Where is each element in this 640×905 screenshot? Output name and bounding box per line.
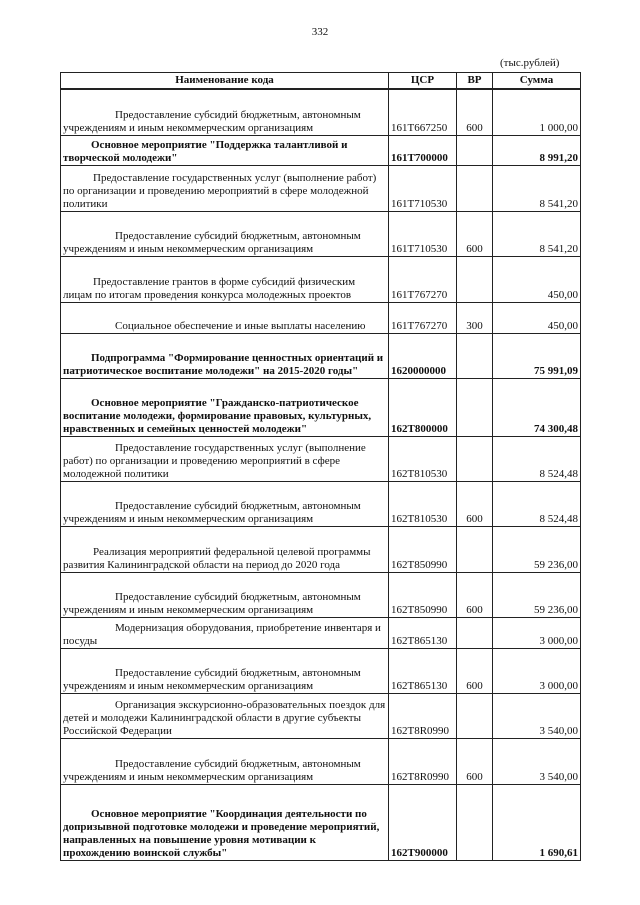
row-name: Предоставление государственных услуг (выполнение работ) по организации и проведению мероприятий в сфере молодежной политики [61,165,389,211]
row-name: Основное мероприятие "Координация деятельности по допризывной подготовке молодежи и проведение мероприятий, направленных на повышение уровня мотивации к прохождению воинской службы" [61,784,389,860]
row-name: Предоставление субсидий бюджетным, автономным учреждениям и иным некоммерческим организациям [61,89,389,135]
header-name: Наименование кода [61,73,389,90]
table-row [61,378,581,436]
row-csr: 161Т767270 [389,302,457,333]
header-sum: Сумма [493,73,581,90]
row-sum: 74 300,48 [493,378,581,436]
row-name: Предоставление субсидий бюджетным, автономным учреждениям и иным некоммерческим организациям [61,211,389,256]
row-vr: 600 [457,481,493,526]
table-row [61,784,581,860]
row-name: Подпрограмма "Формирование ценностных ориентаций и патриотическое воспитание молодежи" на 2015-2020 годы" [61,333,389,378]
budget-table [60,72,581,861]
row-csr: 162Т8R0990 [389,693,457,738]
row-sum: 8 524,48 [493,481,581,526]
row-sum: 3 540,00 [493,693,581,738]
row-vr [457,617,493,648]
row-name: Основное мероприятие "Поддержка талантливой и творческой молодежи" [61,135,389,165]
header-vr: ВР [457,73,493,90]
row-name: Реализация мероприятий федеральной целевой программы развития Калининградской области на период до 2020 года [61,526,389,572]
row-csr: 162Т810530 [389,436,457,481]
row-name: Предоставление государственных услуг (выполнение работ) по организации и проведению мероприятий в сфере молодежной политики [61,436,389,481]
table-row [61,738,581,784]
row-vr [457,526,493,572]
row-name: Основное мероприятие "Гражданско-патриотическое воспитание молодежи, формирование правовых, культурных, нравственных и семейных ценностей молодежи" [61,378,389,436]
row-name: Предоставление грантов в форме субсидий физическим лицам по итогам проведения конкурса молодежных проектов [61,256,389,302]
table-row [61,165,581,211]
row-sum: 8 541,20 [493,165,581,211]
table-row [61,211,581,256]
row-vr: 600 [457,648,493,693]
row-vr [457,333,493,378]
row-sum: 8 541,20 [493,211,581,256]
row-csr: 162Т810530 [389,481,457,526]
header-csr: ЦСР [389,73,457,90]
row-csr: 162Т865130 [389,648,457,693]
table-row [61,436,581,481]
table-row [61,481,581,526]
table-row [61,526,581,572]
row-vr [457,378,493,436]
row-sum: 3 540,00 [493,738,581,784]
table-row [61,693,581,738]
table-row [61,89,581,135]
row-sum: 59 236,00 [493,526,581,572]
row-vr: 600 [457,211,493,256]
table-row [61,135,581,165]
row-name: Социальное обеспечение и иные выплаты населению [61,302,389,333]
row-vr: 300 [457,302,493,333]
row-vr [457,784,493,860]
row-csr: 162Т850990 [389,572,457,617]
row-name: Модернизация оборудования, приобретение инвентаря и посуды [61,617,389,648]
row-csr: 161Т667250 [389,89,457,135]
row-csr: 161Т767270 [389,256,457,302]
row-vr [457,135,493,165]
row-csr: 161Т710530 [389,211,457,256]
row-sum: 59 236,00 [493,572,581,617]
row-vr [457,436,493,481]
table-row [61,256,581,302]
row-vr: 600 [457,572,493,617]
row-csr: 161Т710530 [389,165,457,211]
row-sum: 8 991,20 [493,135,581,165]
row-name: Организация экскурсионно-образовательных поездок для детей и молодежи Калининградской области в другие субъекты Российской Федерации [61,693,389,738]
table-row [61,333,581,378]
row-sum: 8 524,48 [493,436,581,481]
page-number: 332 [311,26,329,38]
table-row [61,572,581,617]
row-sum: 75 991,09 [493,333,581,378]
row-csr: 162Т900000 [389,784,457,860]
row-vr [457,693,493,738]
table-row [61,648,581,693]
table-row [61,617,581,648]
row-csr: 161Т700000 [389,135,457,165]
row-sum: 1 690,61 [493,784,581,860]
table-header-row [61,73,581,90]
row-name: Предоставление субсидий бюджетным, автономным учреждениям и иным некоммерческим организациям [61,481,389,526]
row-sum: 3 000,00 [493,648,581,693]
row-csr: 162Т850990 [389,526,457,572]
row-vr: 600 [457,89,493,135]
row-name: Предоставление субсидий бюджетным, автономным учреждениям и иным некоммерческим организациям [61,738,389,784]
row-sum: 450,00 [493,256,581,302]
row-name: Предоставление субсидий бюджетным, автономным учреждениям и иным некоммерческим организациям [61,648,389,693]
row-csr: 162Т800000 [389,378,457,436]
row-name: Предоставление субсидий бюджетным, автономным учреждениям и иным некоммерческим организациям [61,572,389,617]
row-sum: 1 000,00 [493,89,581,135]
row-sum: 3 000,00 [493,617,581,648]
units-label: (тыс.рублей) [500,57,560,69]
row-vr: 600 [457,738,493,784]
row-vr [457,165,493,211]
row-csr: 1620000000 [389,333,457,378]
table-row [61,302,581,333]
row-csr: 162Т865130 [389,617,457,648]
row-csr: 162Т8R0990 [389,738,457,784]
row-sum: 450,00 [493,302,581,333]
row-vr [457,256,493,302]
